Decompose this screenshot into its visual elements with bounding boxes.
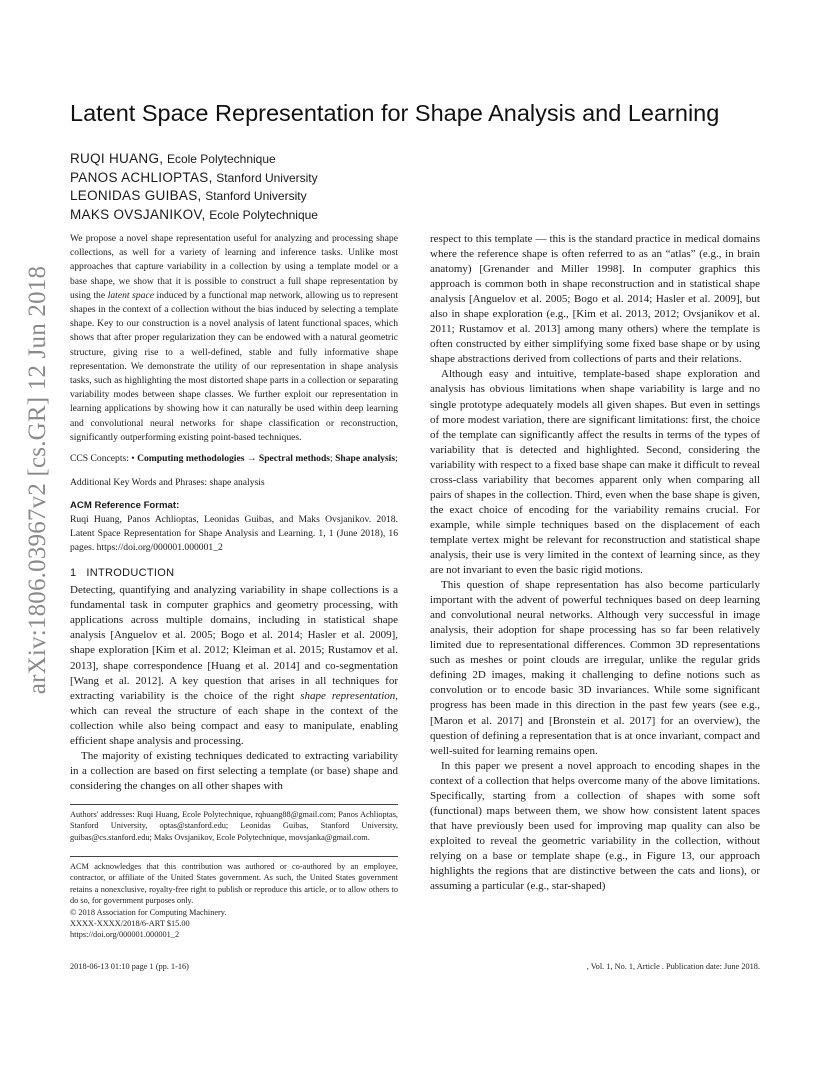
right-column [430, 232, 760, 894]
paragraph: Although easy and intuitive, template-based shape exploration and analysis has obvious limitations when shape variability is large and no single prototype adequately models all given shapes. But even in settings of more modest variation, there are significant limitations: first, the choice of the template can significantly affect the results in terms of the types of variability that is detected and highlighted. Second, considering the variability with respect to a fixed base shape can make it difficult to reveal cross-class variability that becomes apparent only when comparing all pairs of shapes in the collection. Third, even when the base shape is given, the exact choice of encoding for the variability remains crucial. For example, while simple techniques based on the displacement of each template vertex might be relevant for reconstruction and statistical shape analysis, their use is very limited in the context of learning since, as they are not invariant to even the basic rigid motions. [430, 368, 760, 577]
author-affiliation: Ecole Polytechnique [166, 152, 276, 166]
acm-reference-text: Ruqi Huang, Panos Achlioptas, Leonidas Guibas, and Maks Ovsjanikov. 2018. Latent Space Representation for Shape Analysis and Learning. 1, 1 (June 2018), 16 pages. https://doi.org/000001.000001_2 [70, 514, 398, 554]
author-affiliation: Stanford University [216, 170, 318, 185]
paragraph: respect to this template — this is the standard practice in medical domains where the reference shape is often referred to as an “atlas” (e.g., in brain anatomy) [Grenander and Miller 1998]. In computer graphics this approach is common both in shape reconstruction and in statistical shape analysis [Anguelov et al. 2005; Bogo et al. 2014; Hasler et al. 2009], but also in shape exploration (e.g., [Kim et al. 2013, 2012; Ovsjanikov et al. 2011; Rustamov et al. 2013] among many others) where the template is often constructed by either simplifying some fixed base shape or by using shape abstractions derived from collections of parts and their relations. [430, 233, 760, 366]
copyright-line: © 2018 Association for Computing Machinery. [70, 907, 227, 917]
section-heading [70, 563, 398, 583]
author-entry [70, 150, 470, 169]
acm-reference-heading: ACM Reference Format: [70, 500, 180, 512]
paragraph-emphasis: shape representation [300, 689, 396, 702]
ccs-arrow: → [244, 453, 259, 465]
abstract [70, 232, 398, 445]
paragraph [70, 583, 398, 749]
paragraph: The majority of existing techniques dedicated to extracting variability in a collection are based on first selecting a template (or base) shape and considering the changes on all other shapes with [70, 750, 398, 793]
ccs-suffix: ; [395, 453, 398, 465]
ccs-prefix: CCS Concepts: • [70, 453, 138, 465]
author-affiliation: Stanford University [205, 189, 307, 203]
paragraph-part: , which can reveal the structure of each shape in the context of the collection while also being compact and easy to manipulate, enabling efficient shape analysis and processing. [70, 689, 398, 747]
author-name: RUQI HUANG, [70, 151, 164, 166]
author-affiliation: Ecole Polytechnique [209, 207, 318, 222]
paragraph-part: Detecting, quantifying and analyzing variability in shape collections is a fundamental task in computer graphics and geometry processing, with applications across multiple domains, including in statistical shape analysis [Anguelov et al. 2005; Bogo et al. 2014; Hasler et al. 2009], shape exploration [Kim et al. 2012; Kleiman et al. 2015; Rustamov et al. 2013], shape correspondence [Huang et al. 2014] and co-segmentation [Wang et al. 2012]. A key question that arises in all techniques for extracting variability is the choice of the right [70, 584, 398, 702]
footer-page-info: 2018-06-13 01:10 page 1 (pp. 1-16) [70, 962, 189, 971]
acm-statement: ACM acknowledges that this contribution was authored or co-authored by an employee, contractor, or affiliate of the United States government. As such, the United States government retains a nonexclusive, royalty-free right to publish or reproduce this article, or to allow others to do so, for government purposes only. [70, 862, 398, 906]
author-entry [70, 206, 470, 225]
ccs-concept: Computing methodologies [137, 453, 245, 465]
keywords: Additional Key Words and Phrases: shape analysis [70, 477, 265, 489]
doi-line: https://doi.org/000001.000001_2 [70, 930, 180, 940]
section-number: 1 [70, 567, 77, 580]
author-name: MAKS OVSJANIKOV, [70, 206, 206, 222]
author-name: PANOS ACHLIOPTAS, [70, 169, 213, 185]
authors-address-footnote: Authors' addresses: Ruqi Huang, Ecole Polytechnique, rqhuang88@gmail.com; Panos Achlioptas, Stanford University, optas@stanford.edu; Leonidas Guibas, Stanford University, guibas@cs.stanford.edu; Maks Ovsjanikov, Ecole Polytechnique, movsjanka@gmail.com. [70, 804, 398, 843]
ccs-concept: Shape analysis [335, 453, 396, 465]
paper-title: Latent Space Representation for Shape Analysis and Learning [70, 100, 720, 126]
author-list [70, 150, 470, 224]
author-entry [70, 169, 470, 188]
left-column [70, 232, 398, 794]
arxiv-stamp-text: arXiv:1806.03967v2 [cs.GR] 12 Jun 2018 [24, 265, 51, 695]
footer-journal-info: , Vol. 1, No. 1, Article . Publication date: June 2018. [586, 962, 760, 971]
abstract-part: induced by a functional map network, allowing us to represent shapes in the context of a collection without the bias induced by selecting a template shape. Key to our construction is a novel analysis of latent functional spaces, which shows that after proper regularization they can be endowed with a natural geometric structure, giving rise to a well-defined, stable and fully informative shape representation. We demonstrate the utility of our representation in shape analysis tasks, such as highlighting the most distorted shape parts in a collection or separating variability modes between shape classes. We further exploit our representation in learning applications by showing how it can naturally be used within deep learning and convolutional neural networks for shape classification or reconstruction, significantly outperforming existing point-based techniques. [70, 289, 398, 443]
abstract-part: We propose a novel shape representation useful for analyzing and processing shape collections, as well for a variety of learning and inference tasks. Unlike most approaches that capture variability in a collection by using a template model or a base shape, we show that it is possible to construct a full shape representation by using the [70, 233, 398, 301]
paragraph: This question of shape representation has also become particularly important with the advent of powerful techniques based on deep learning and convolutional neural networks. Although very successful in image analysis, their adoption for shape processing has so far been relatively limited due to representational differences. Common 3D representations such as meshes or point clouds are irregular, unlike the regular grids defining 2D images, making it challenging to define notions such as convolution or to encode basic 3D invariances. While some significant progress has been made in this direction in the past few years (see e.g., [Maron et al. 2017] and [Bronstein et al. 2017] for an overview), the question of defining a representation that is at once invariant, compact and well-suited for learning remains open. [430, 579, 760, 757]
issn-line: XXXX-XXXX/2018/6-ART $15.00 [70, 919, 190, 929]
author-entry [70, 187, 470, 206]
abstract-emphasis: latent space [107, 289, 154, 301]
acm-copyright-footnote [70, 856, 398, 941]
intro-right-text [430, 232, 760, 894]
arxiv-stamp [18, 265, 58, 695]
ccs-separator: ; [330, 453, 336, 465]
ccs-concept: Spectral methods [258, 453, 331, 465]
paragraph: In this paper we present a novel approach to encoding shapes in the context of a collection that helps overcome many of the above limitations. Specifically, starting from a collection of shapes with some soft (functional) maps between them, we show how consistent latent spaces that have previously been used for improving map quality can also be exploited to reveal the geometric variability in the collection, without relying on a base or template shape (e.g., in Figure 13, our approach highlights the regions that are distinctive between the cats and lions), or assuming a particular (e.g., star-shaped) [430, 759, 760, 893]
intro-left-text [70, 583, 398, 794]
author-name: LEONIDAS GUIBAS, [70, 188, 202, 203]
abstract-text [70, 232, 398, 445]
ccs-concepts [70, 452, 398, 466]
section-title: INTRODUCTION [86, 567, 175, 580]
